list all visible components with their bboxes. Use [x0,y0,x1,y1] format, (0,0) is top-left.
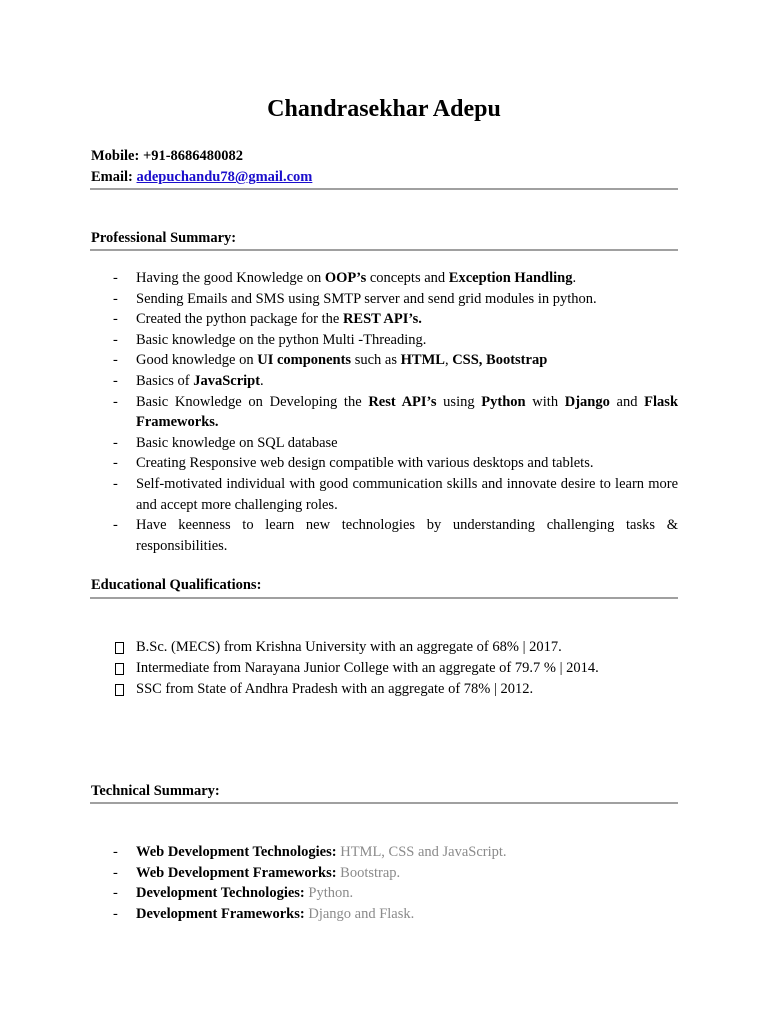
list-item-text [136,371,678,392]
professional-summary-divider [90,249,678,251]
list-item [91,658,678,679]
skill-label: Web Development Frameworks: [136,864,341,881]
bullet-box-icon [115,684,124,696]
emphasis-text: HTML [400,352,445,369]
list-item [91,433,678,454]
list-item [91,371,678,392]
plain-text: Basic Knowledge on Developing the [136,393,369,410]
mobile-line [91,147,243,165]
bullet-box-icon [115,663,124,675]
bullet-dash: - [113,844,118,860]
plain-text: Basic knowledge on SQL database [136,434,338,451]
professional-summary-list [91,268,678,556]
emphasis-text: CSS, Bootstrap [452,352,548,369]
list-item-text [136,289,678,310]
technical-summary-title: Technical Summary: [91,783,220,799]
list-item [91,309,678,330]
plain-text: Having the good Knowledge on [136,270,325,286]
technical-summary-divider [90,802,678,804]
list-item-text [136,453,678,474]
list-item [91,330,678,351]
plain-text: . [572,270,577,286]
emphasis-text: Python [481,393,526,410]
bullet-dash: - [113,864,118,881]
emphasis-text: Flask Frameworks. [136,393,679,431]
plain-text: . [260,372,264,389]
plain-text: Sending Emails and SMS using SMTP server and send grid modules in python. [136,290,597,307]
list-item [91,289,678,310]
plain-text: , [444,352,453,369]
skill-label: Development Technologies: [136,885,309,902]
skill-value: Django and Flask. [308,905,415,922]
skill-value: Python. [308,885,354,902]
list-item [91,474,678,515]
skill-value: Bootstrap. [340,864,401,881]
list-item [91,842,678,863]
emphasis-text: Exception Handling [448,270,573,286]
plain-text: concepts and [366,270,449,286]
bullet-dash: - [113,885,118,902]
mobile-value: +91-8686480082 [142,148,244,164]
list-item [91,637,678,658]
candidate-name: Chandrasekhar Adepu [267,96,501,122]
bullet-dash: - [113,270,118,286]
education-title: Educational Qualifications: [91,577,262,593]
list-item-text: Intermediate from Narayana Junior College with an aggregate of 79.7 % | 2014. [136,660,599,676]
list-item [91,679,678,700]
professional-summary-title: Professional Summary: [91,230,237,246]
plain-text: Basic knowledge on the python Multi -Threading. [136,331,427,348]
bullet-dash: - [113,290,118,307]
plain-text: Good knowledge on [136,352,258,369]
list-item-text [136,309,678,330]
email-label: Email: [91,169,133,185]
list-item-text: SSC from State of Andhra Pradesh with an aggregate of 78% | 2012. [136,681,534,697]
email-line [91,168,312,186]
bullet-dash: - [113,475,118,492]
emphasis-text: Django [564,393,610,410]
skill-label: Development Frameworks: [136,905,309,922]
bullet-dash: - [113,393,118,410]
list-item [91,904,678,925]
list-item [91,863,678,884]
bullet-dash: - [113,905,118,922]
list-item-text [136,330,678,351]
emphasis-text: JavaScript [193,372,261,389]
list-item [91,515,678,556]
list-item [91,268,678,289]
mobile-label: Mobile: [91,148,140,164]
emphasis-text: OOP’s [324,270,367,286]
list-item-text [136,268,678,289]
list-item [91,453,678,474]
list-item-text [136,350,678,371]
bullet-dash: - [113,372,118,389]
bullet-dash: - [113,517,118,534]
bullet-box-icon [115,642,124,654]
skill-label: Web Development Technologies: [136,844,341,860]
email-link[interactable]: adepuchandu78@gmail.com [136,169,313,185]
list-item [91,392,678,433]
list-item-text [136,433,678,454]
list-item-text [136,474,678,515]
bullet-dash: - [113,434,118,451]
emphasis-text: UI components [257,352,352,369]
plain-text: with [525,393,565,410]
bullet-dash: - [113,311,118,328]
list-item-text: B.Sc. (MECS) from Krishna University with an aggregate of 68% | 2017. [136,639,562,655]
list-item-text [136,515,678,556]
list-item [91,883,678,904]
bullet-dash: - [113,455,118,472]
plain-text: Have keenness to learn new technologies by understanding challenging tasks & responsibilities. [136,517,678,554]
plain-text: Creating Responsive web design compatible with various desktops and tablets. [136,455,594,472]
list-item-text [136,392,678,433]
skill-value: HTML, CSS and JavaScript. [340,844,507,860]
plain-text: Self-motivated individual with good communication skills and innovate desire to learn more and accept more challenging roles. [136,475,678,513]
header-divider [90,188,678,190]
education-list [91,637,678,700]
plain-text: such as [351,352,401,369]
plain-text: using [436,393,482,410]
education-divider [90,597,678,599]
list-item [91,350,678,371]
plain-text: Basics of [136,372,194,389]
emphasis-text: REST API’s. [342,311,422,328]
plain-text: and [609,393,645,410]
bullet-dash: - [113,352,118,369]
plain-text: Created the python package for the [136,311,343,328]
technical-summary-list [91,842,678,924]
emphasis-text: Rest API’s [368,393,437,410]
bullet-dash: - [113,331,118,348]
